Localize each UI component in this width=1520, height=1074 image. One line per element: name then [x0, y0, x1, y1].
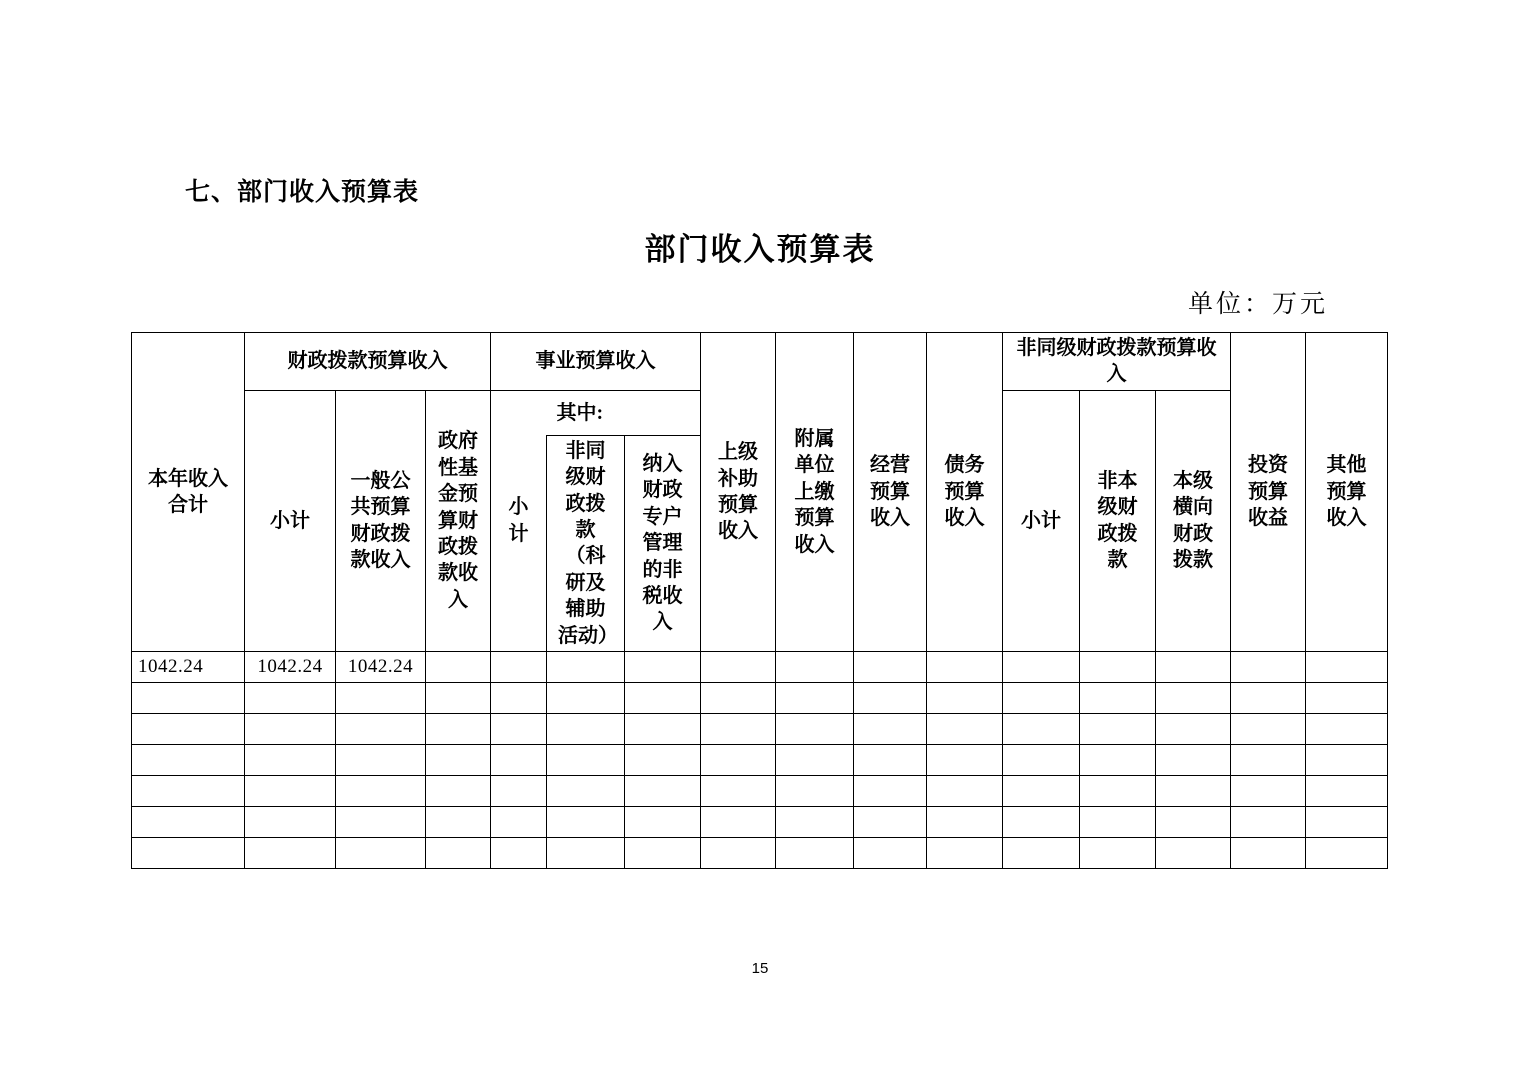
table-cell [854, 682, 927, 713]
table-cell [701, 806, 776, 837]
table-cell [426, 744, 491, 775]
table-cell [132, 837, 245, 868]
table-cell [1080, 806, 1156, 837]
table-row [132, 682, 1388, 713]
table-cell [1156, 744, 1231, 775]
table-cell [1080, 775, 1156, 806]
table-cell [1156, 837, 1231, 868]
section-heading: 七、部门收入预算表 [185, 179, 420, 206]
table-cell [547, 837, 625, 868]
table-row [132, 775, 1388, 806]
sub-header-among: 其中: [547, 390, 701, 435]
table-cell [854, 744, 927, 775]
col-header-total-income: 本年收入合计 [132, 333, 245, 652]
col-header-affiliated-remittance: 附属单位上缴预算收入 [776, 333, 854, 652]
table-cell [1080, 651, 1156, 682]
table-cell [1231, 744, 1306, 775]
table-cell [336, 806, 426, 837]
col-header-nonpeer-horizontal: 本级横向财政拨款 [1156, 390, 1231, 651]
table-cell [776, 806, 854, 837]
table-cell [1156, 651, 1231, 682]
table-cell [426, 775, 491, 806]
table-cell [854, 837, 927, 868]
table-cell [625, 744, 701, 775]
table-cell [776, 837, 854, 868]
table-cell [245, 806, 336, 837]
table-cell [1231, 651, 1306, 682]
table-row [132, 651, 1388, 682]
col-header-debt-income: 债务预算收入 [927, 333, 1003, 652]
table-cell [132, 713, 245, 744]
table-cell [1306, 682, 1388, 713]
col-header-investment-income: 投资预算收益 [1231, 333, 1306, 652]
table-cell [1306, 713, 1388, 744]
col-header-nonpeer-nonlocal: 非本级财政拨款 [1080, 390, 1156, 651]
table-cell [1156, 806, 1231, 837]
table-cell [854, 806, 927, 837]
table-cell [701, 682, 776, 713]
table-cell [625, 775, 701, 806]
table-cell [132, 744, 245, 775]
table-cell [1306, 744, 1388, 775]
table-cell [1003, 837, 1080, 868]
table-cell [491, 744, 547, 775]
col-header-fiscal-subtotal: 小计 [245, 390, 336, 651]
table-cell [625, 651, 701, 682]
table-row [132, 837, 1388, 868]
col-header-institutional-nonpeer-grant: 非同级财政拨款（科研及辅助活动） [547, 435, 625, 651]
table-cell [1306, 806, 1388, 837]
table-cell [426, 651, 491, 682]
page-title: 部门收入预算表 [644, 232, 876, 267]
group-header-nonpeer-fiscal: 非同级财政拨款预算收入 [1003, 333, 1231, 391]
table-cell [927, 837, 1003, 868]
table-cell [245, 713, 336, 744]
table-cell [927, 806, 1003, 837]
table-cell [1003, 806, 1080, 837]
table-cell [336, 775, 426, 806]
table-cell [776, 744, 854, 775]
table-cell [776, 713, 854, 744]
table-cell [701, 651, 776, 682]
income-budget-table [131, 332, 1388, 869]
table-cell [245, 744, 336, 775]
table-cell [336, 837, 426, 868]
table-cell [1306, 775, 1388, 806]
table-cell: 1042.24 [132, 651, 245, 682]
table-cell [1080, 713, 1156, 744]
table-cell [547, 744, 625, 775]
header-row-1 [132, 333, 1388, 391]
group-header-institutional: 事业预算收入 [491, 333, 701, 391]
col-header-other-income: 其他预算收入 [1306, 333, 1388, 652]
table-cell [547, 651, 625, 682]
table-cell [1003, 682, 1080, 713]
table-cell [625, 806, 701, 837]
table-cell [927, 713, 1003, 744]
table-cell [625, 682, 701, 713]
table-cell [854, 651, 927, 682]
table-cell [336, 744, 426, 775]
col-header-fiscal-general-public: 一般公共预算财政拨款收入 [336, 390, 426, 651]
table-cell [1003, 775, 1080, 806]
table-cell [1003, 744, 1080, 775]
col-header-nonpeer-subtotal: 小计 [1003, 390, 1080, 651]
table-cell: 1042.24 [245, 651, 336, 682]
table-cell [245, 837, 336, 868]
table-row [132, 744, 1388, 775]
col-header-institutional-subtotal: 小计 [491, 390, 547, 651]
table-cell [625, 837, 701, 868]
table-cell [336, 682, 426, 713]
table-cell [1156, 682, 1231, 713]
table-cell [547, 713, 625, 744]
table-cell [701, 775, 776, 806]
table-cell [1231, 837, 1306, 868]
table-cell [776, 775, 854, 806]
table-cell [426, 713, 491, 744]
table-cell [1231, 713, 1306, 744]
table-cell [132, 682, 245, 713]
table-cell [927, 651, 1003, 682]
table-cell [701, 744, 776, 775]
table-cell [854, 713, 927, 744]
table-cell [132, 806, 245, 837]
table-body [132, 651, 1388, 868]
table-cell [854, 775, 927, 806]
table-cell [491, 651, 547, 682]
table-cell [426, 837, 491, 868]
table-cell [245, 775, 336, 806]
col-header-superior-subsidy: 上级补助预算收入 [701, 333, 776, 652]
table-cell [1231, 775, 1306, 806]
table-cell [1080, 744, 1156, 775]
table-cell [1306, 651, 1388, 682]
table-row [132, 806, 1388, 837]
table-cell [491, 682, 547, 713]
table-cell [245, 682, 336, 713]
table-cell [1231, 682, 1306, 713]
page-number: 15 [751, 960, 769, 977]
table-cell [1156, 713, 1231, 744]
table-cell [776, 651, 854, 682]
table-cell [1003, 651, 1080, 682]
table-cell [927, 682, 1003, 713]
table-cell [1306, 837, 1388, 868]
table-cell [426, 806, 491, 837]
unit-label: 单位：万元 [1187, 291, 1328, 318]
table-cell [1080, 682, 1156, 713]
group-header-fiscal-allocation: 财政拨款预算收入 [245, 333, 491, 391]
table-cell [927, 775, 1003, 806]
table-cell [547, 806, 625, 837]
table-cell [336, 713, 426, 744]
table-cell [547, 682, 625, 713]
table-cell [701, 713, 776, 744]
table-header [132, 333, 1388, 652]
table-cell [491, 806, 547, 837]
table-cell [1156, 775, 1231, 806]
table-cell [625, 713, 701, 744]
table-cell [701, 837, 776, 868]
table-cell [491, 837, 547, 868]
table-cell [1231, 806, 1306, 837]
table-cell [927, 744, 1003, 775]
table-cell [491, 775, 547, 806]
table-cell [1080, 837, 1156, 868]
table-cell [547, 775, 625, 806]
col-header-institutional-nontax: 纳入财政专户管理的非税收入 [625, 435, 701, 651]
table-cell [426, 682, 491, 713]
col-header-fiscal-gov-fund: 政府性基金预算财政拨款收入 [426, 390, 491, 651]
col-header-operating-income: 经营预算收入 [854, 333, 927, 652]
table-cell [1003, 713, 1080, 744]
table-row [132, 713, 1388, 744]
table-cell: 1042.24 [336, 651, 426, 682]
table-cell [132, 775, 245, 806]
table-cell [776, 682, 854, 713]
table-cell [491, 713, 547, 744]
